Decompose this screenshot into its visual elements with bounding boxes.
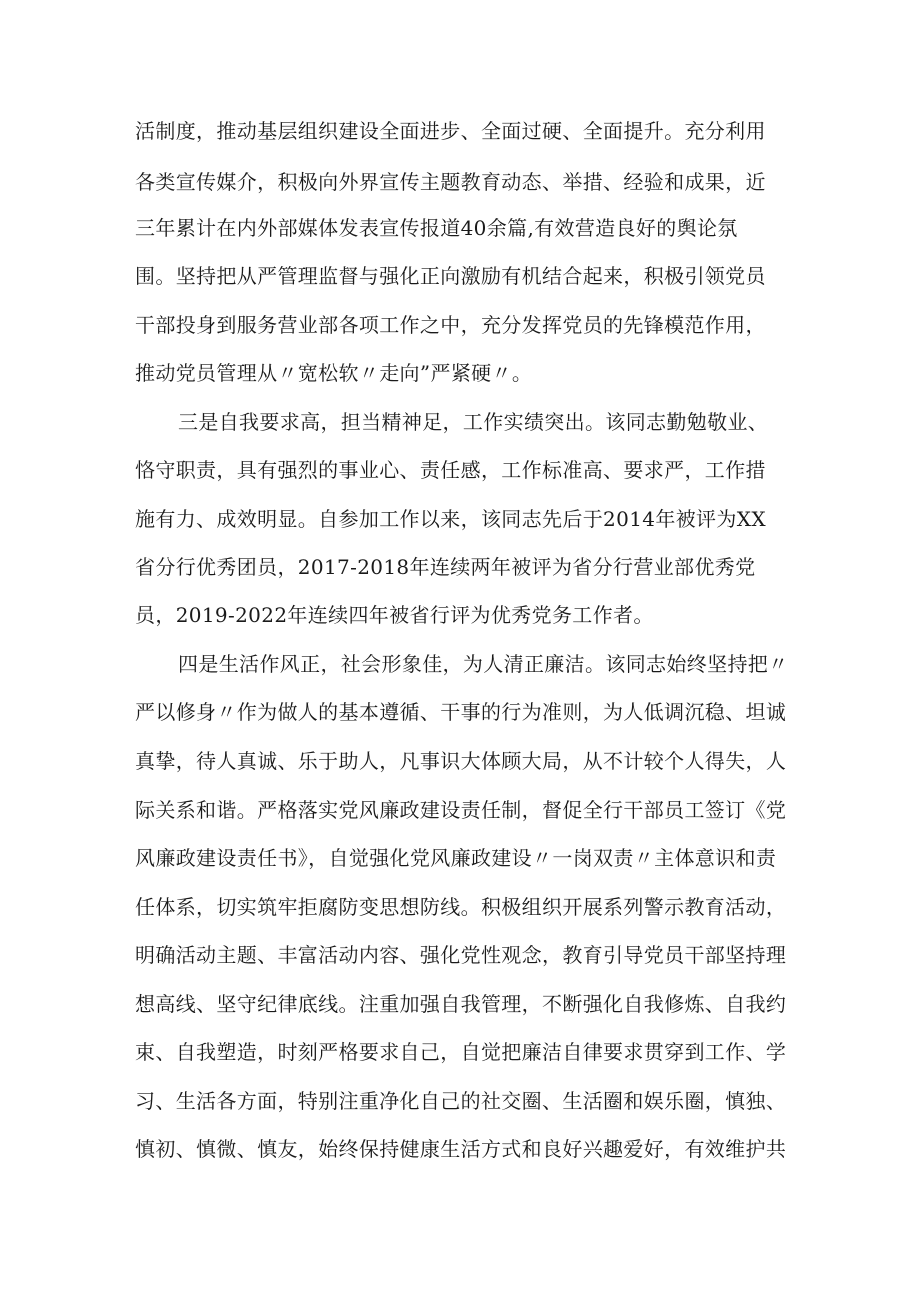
text-line-17: 任体系，切实筑牢拒腐防变思想防线。积极组织开展系列警示教育活动，	[135, 895, 787, 919]
text-line-07: 三是自我要求高，担当精神足，工作实绩突出。该同志勤勉敬业、	[178, 410, 769, 434]
text-line-08: 恪守职责，具有强烈的事业心、责任感，工作标准高、要求严，工作措	[135, 458, 766, 482]
text-line-13: 严以修身〃作为做人的基本遵循、干事的行为准则，为人低调沉稳、坦诚	[135, 700, 787, 724]
text-line-22: 慎初、慎微、慎友，始终保持健康生活方式和良好兴趣爱好，有效维护共	[135, 1137, 787, 1161]
text-line-21: 习、生活各方面，特别注重净化自己的社交圈、生活圈和娱乐圈，慎独、	[135, 1089, 787, 1113]
text-line-11: 员，2019-2022年连续四年被省行评为优秀党务工作者。	[135, 603, 654, 627]
text-line-18: 明确活动主题、丰富活动内容、强化党性观念，教育引导党员干部坚持理	[135, 943, 787, 967]
text-line-04: 围。坚持把从严管理监督与强化正向激励有机结合起来，积极引领党员	[135, 264, 766, 288]
text-line-15: 际关系和谐。严格落实党风廉政建设责任制，督促全行干部员工签订《党	[135, 798, 787, 822]
text-line-05: 干部投身到服务营业部各项工作之中，充分发挥党员的先锋模范作用，	[135, 313, 766, 337]
text-line-03: 三年累计在内外部媒体发表宣传报道40余篇,有效营造良好的舆论氛	[135, 216, 738, 240]
text-line-19: 想高线、坚守纪律底线。注重加强自我管理，不断强化自我修炼、自我约	[135, 992, 787, 1016]
text-line-09: 施有力、成效明显。自参加工作以来，该同志先后于2014年被评为XX	[135, 507, 766, 531]
text-line-10: 省分行优秀团员，2017-2018年连续两年被评为省分行营业部优秀党	[135, 555, 756, 579]
text-line-20: 束、自我塑造，时刻严格要求自己，自觉把廉洁自律要求贯穿到工作、学	[135, 1040, 787, 1064]
text-line-12: 四是生活作风正，社会形象佳，为人清正廉洁。该同志始终坚持把〃	[178, 652, 789, 676]
text-line-14: 真挚，待人真诚、乐于助人，凡事识大体顾大局，从不计较个人得失，人	[135, 749, 787, 773]
text-line-02: 各类宣传媒介，积极向外界宣传主题教育动态、举措、经验和成果，近	[135, 170, 766, 194]
text-line-01: 活制度，推动基层组织建设全面进步、全面过硬、全面提升。充分利用	[135, 119, 766, 143]
text-line-06: 推动党员管理从〃宽松软〃走向”严紧硬〃。	[135, 361, 533, 385]
text-line-16: 风廉政建设责任书》，自觉强化党风廉政建设〃一岗双责〃主体意识和责	[135, 846, 777, 870]
